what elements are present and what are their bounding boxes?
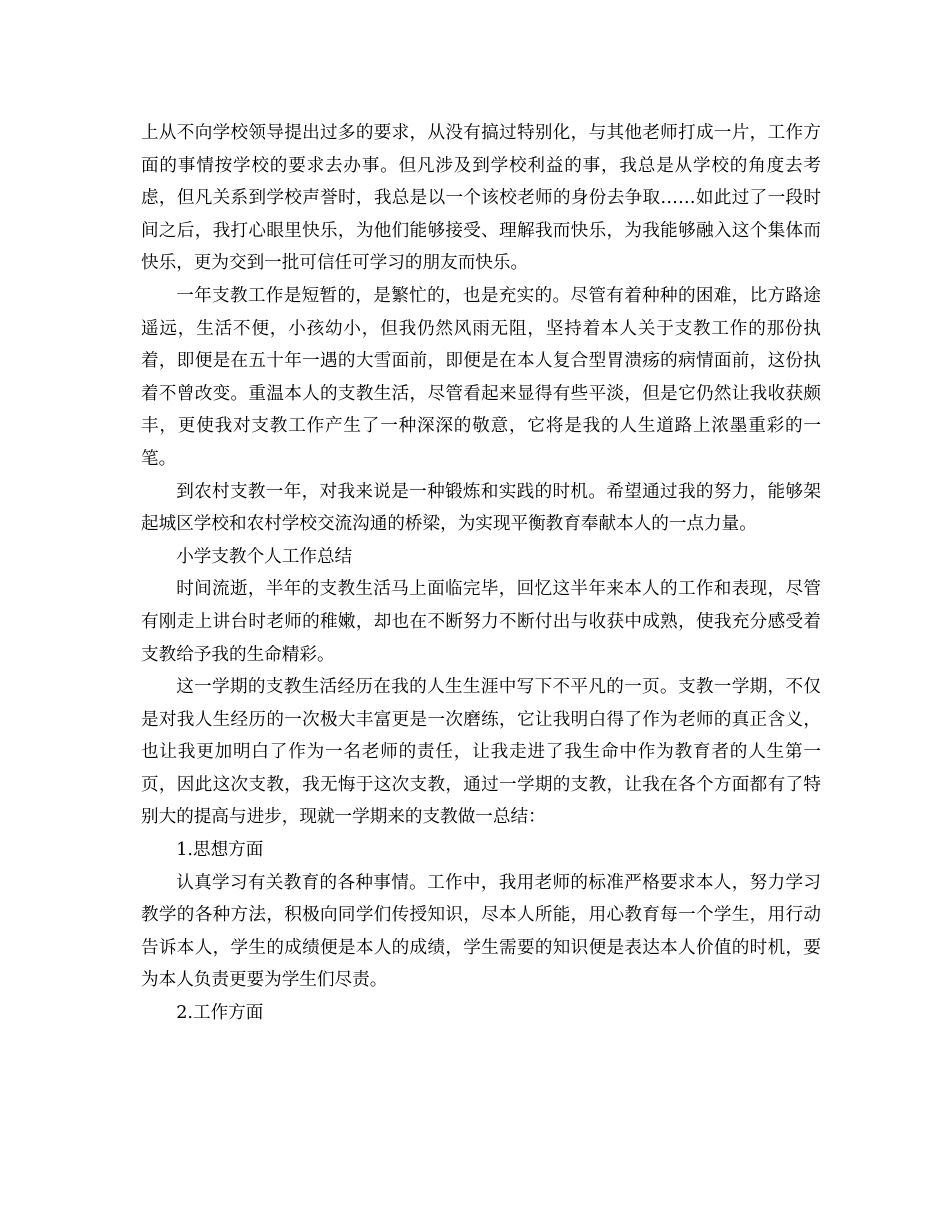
document-body [141,117,821,1030]
paragraph-semester: 这一学期的支教生活经历在我的人生生涯中写下不平凡的一页。支教一学期，不仅是对我人生经历的一次极大丰富更是一次磨练，它让我明白得了作为老师的真正含义，也让我更加明白了作为一名老师的责任，让我走进了我生命中作为教育者的人生第一页，因此这次支教，我无悔于这次支教，通过一学期的支教，让我在各个方面都有了特别大的提高与进步，现就一学期来的支教做一总结： [141,677,821,828]
paragraph-half-year: 时间流逝，半年的支教生活马上面临完毕，回忆这半年来本人的工作和表现，尽管有刚走上讲台时老师的稚嫩，却也在不断努力不断付出与收获中成熟，使我充分感受着支教给予我的生命精彩。 [141,579,821,665]
paragraph-continuation: 上从不向学校领导提出过多的要求，从没有搞过特别化，与其他老师打成一片，工作方面的事情按学校的要求去办事。但凡涉及到学校利益的事，我总是从学校的角度去考虑，但凡关系到学校声誉时，我总是以一个该校老师的身份去争取……如此过了一段时间之后，我打心眼里快乐，为他们能够接受、理解我而快乐，为我能够融入这个集体而快乐，更为交到一批可信任可学习的朋友而快乐。 [141,123,821,274]
subheading-work: 2.工作方面 [176,1003,264,1024]
paragraph-rural-teaching: 到农村支教一年，对我来说是一种锻炼和实践的时机。希望通过我的努力，能够架起城区学校和农村学校交流沟通的桥梁，为实现平衡教育奉献本人的一点力量。 [141,481,821,535]
section-title: 小学支教个人工作总结 [176,546,353,567]
paragraph-one-year-summary: 一年支教工作是短暂的，是繁忙的，也是充实的。尽管有着种种的困难，比方路途遥远，生活不便，小孩幼小，但我仍然风雨无阻，坚持着本人关于支教工作的那份执着，即便是在五十年一遇的大雪面前，即便是在本人复合型胃溃疡的病情面前，这份执着不曾改变。重温本人的支教生活，尽管看起来显得有些平淡，但是它仍然让我收获颇丰，更使我对支教工作产生了一种深深的敬意，它将是我的人生道路上浓墨重彩的一笔。 [141,285,821,469]
paragraph-study: 认真学习有关教育的各种事情。工作中，我用老师的标准严格要求本人，努力学习教学的各种方法，积极向同学们传授知识，尽本人所能，用心教育每一个学生，用行动告诉本人，学生的成绩便是本人的成绩，学生需要的知识便是表达本人价值的时机，要为本人负责更要为学生们尽责。 [141,872,821,991]
subheading-thought: 1.思想方面 [176,840,264,861]
